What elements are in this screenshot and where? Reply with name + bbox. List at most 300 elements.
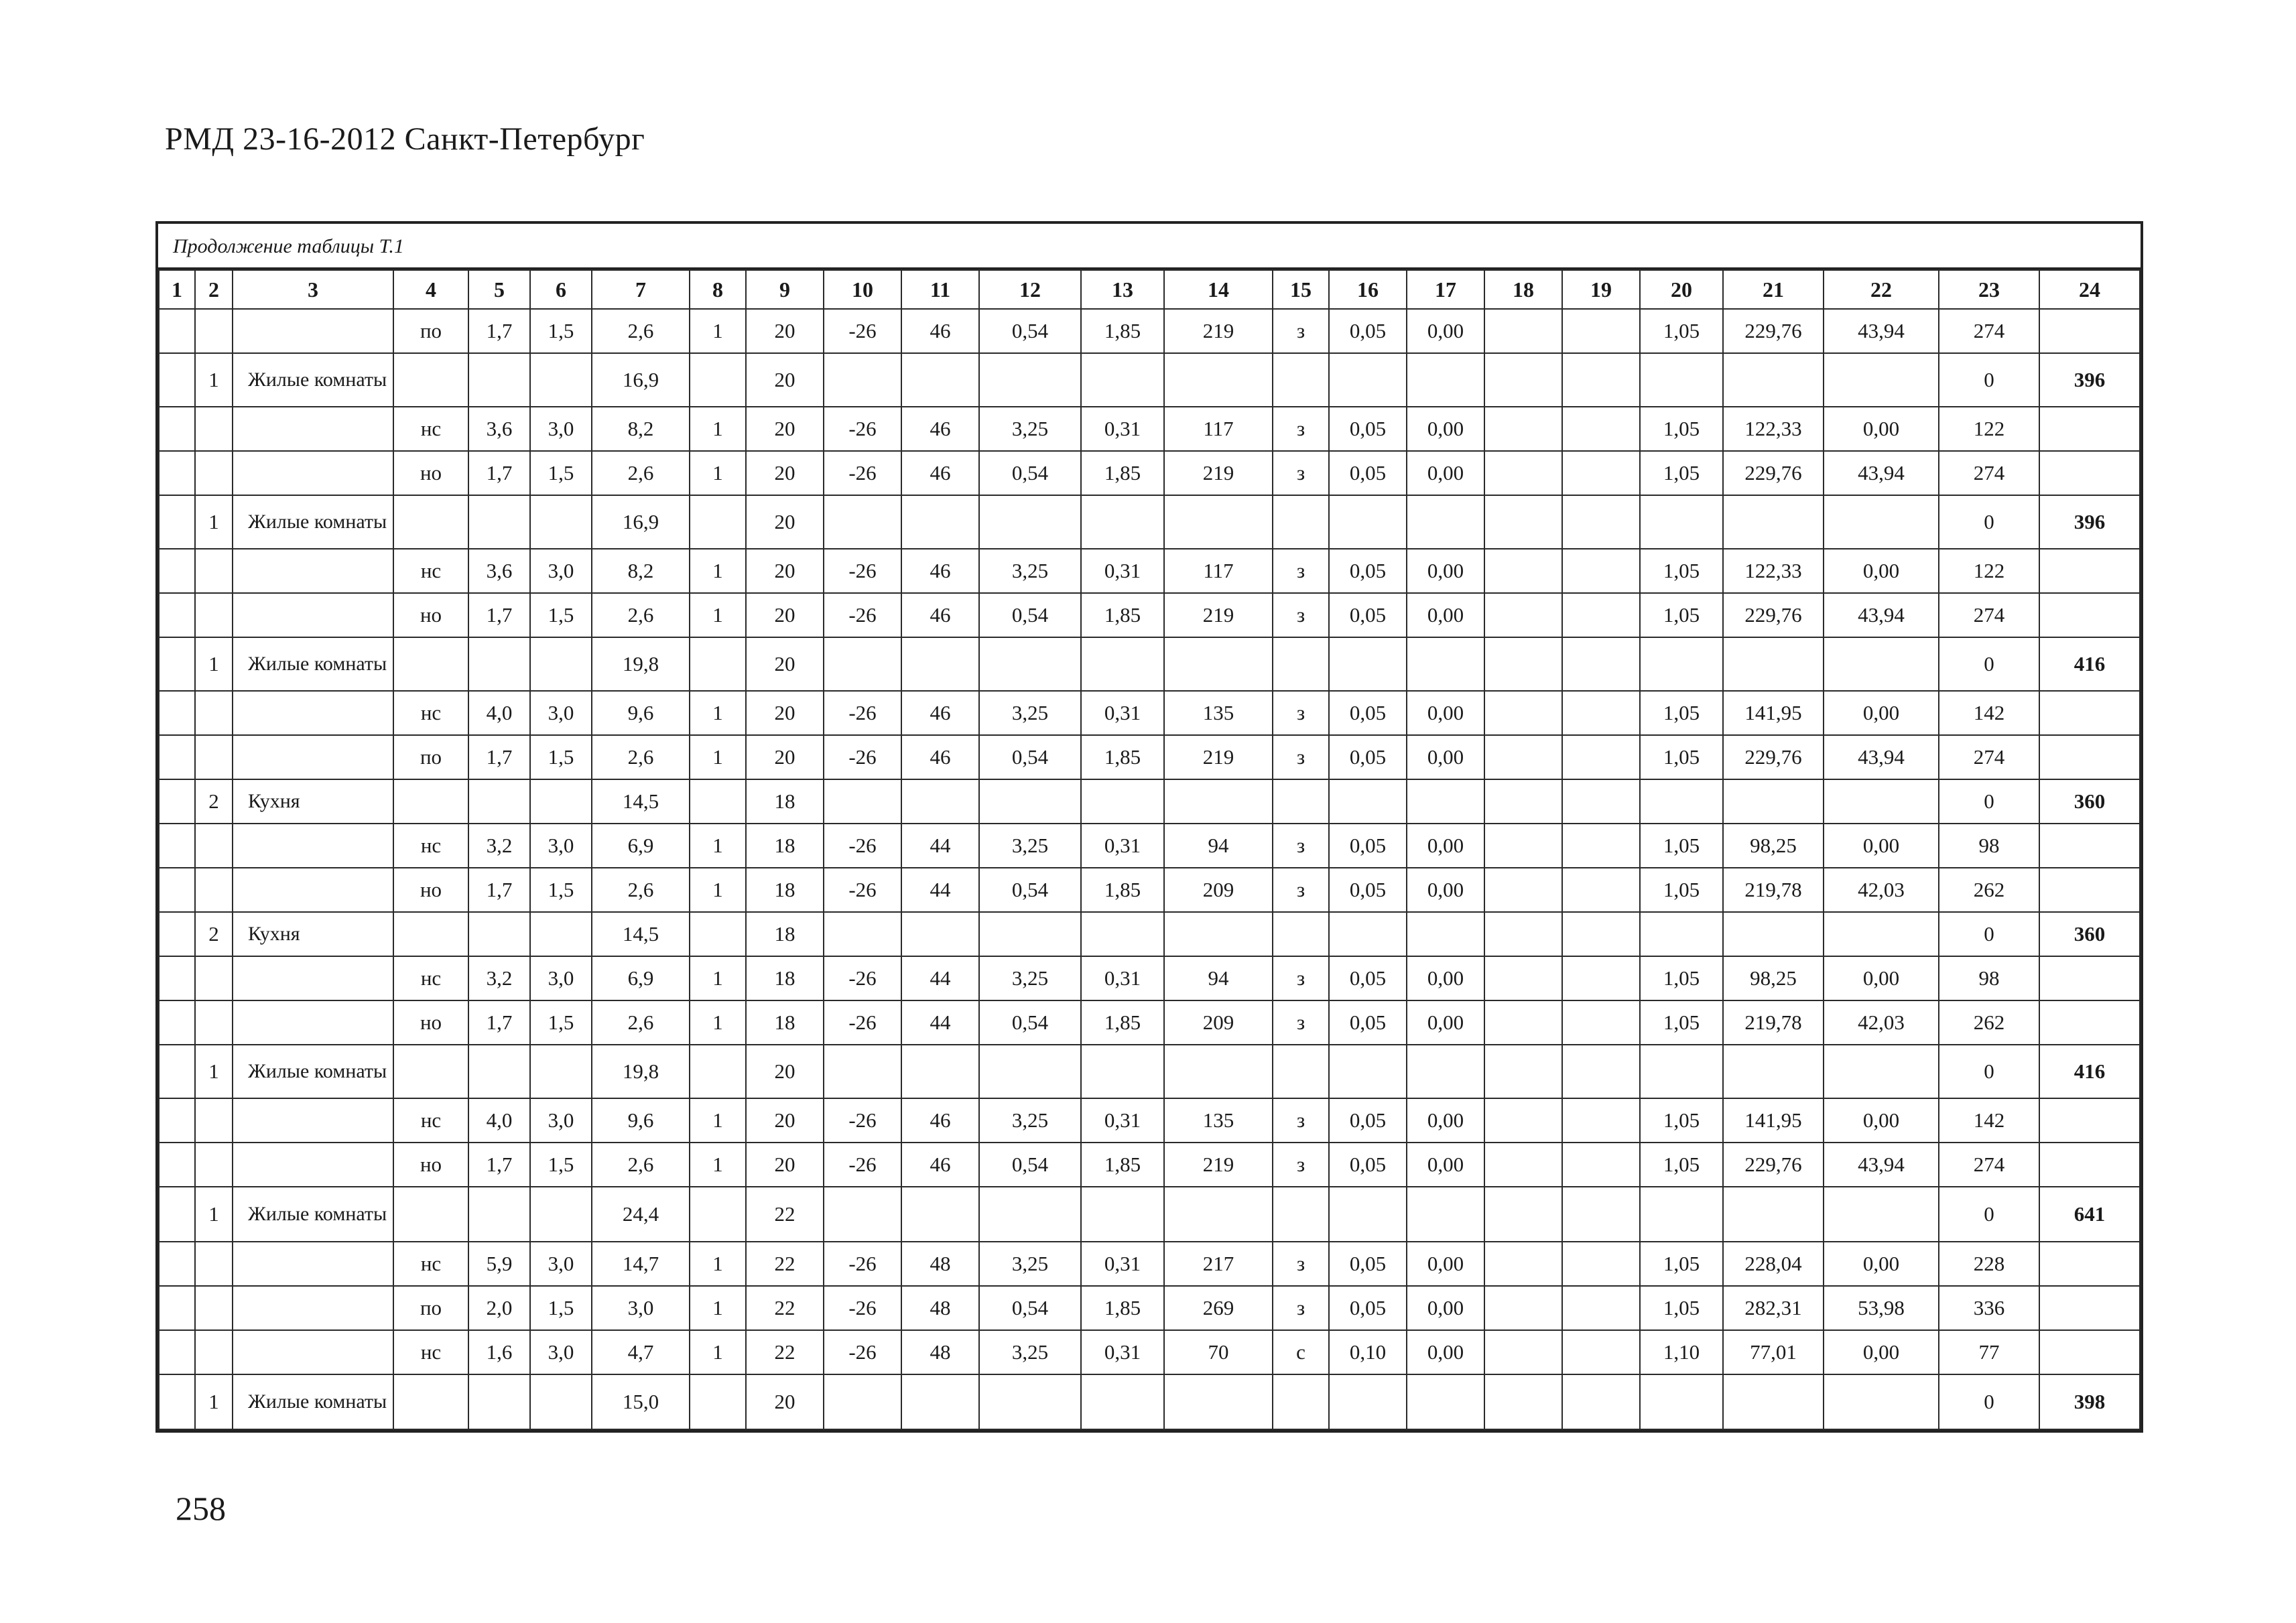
table-cell [824, 1187, 901, 1242]
table-cell [824, 637, 901, 691]
table-cell: 22 [746, 1286, 824, 1330]
table-cell: 0,00 [1407, 407, 1484, 451]
table-cell [2039, 1000, 2140, 1045]
table-cell: 0,00 [1407, 1242, 1484, 1286]
table-cell: 48 [901, 1330, 979, 1374]
column-header-row [159, 270, 2140, 309]
table-cell: 3,0 [530, 407, 592, 451]
table-cell: 20 [746, 1045, 824, 1098]
table-cell: 3,0 [530, 824, 592, 868]
table-cell: 219 [1164, 1143, 1273, 1187]
table-row [159, 637, 2140, 691]
table-cell: 0,05 [1329, 868, 1407, 912]
table-cell [1484, 1045, 1562, 1098]
table-cell: 70 [1164, 1330, 1273, 1374]
table-cell [690, 1045, 746, 1098]
table-cell: 0,05 [1329, 691, 1407, 735]
table-cell: 3,25 [979, 824, 1081, 868]
table-cell: 1,05 [1640, 1242, 1723, 1286]
table-cell [824, 1045, 901, 1098]
room-name-cell [233, 549, 393, 593]
table-cell: 46 [901, 549, 979, 593]
room-name-cell [233, 735, 393, 779]
table-cell [1407, 1187, 1484, 1242]
table-cell: 0,31 [1081, 956, 1164, 1000]
table-cell: 1,05 [1640, 1143, 1723, 1187]
table-cell: з [1273, 956, 1329, 1000]
table-cell [159, 1242, 195, 1286]
table-cell: 1 [690, 1000, 746, 1045]
column-header-18: 18 [1484, 270, 1562, 309]
table-cell: 1 [690, 868, 746, 912]
table-cell: з [1273, 1286, 1329, 1330]
table-cell: 141,95 [1723, 691, 1824, 735]
table-cell: 1,7 [468, 309, 530, 353]
table-cell: 0 [1939, 779, 2039, 824]
room-name-cell: Жилые комнаты [233, 1374, 393, 1429]
table-cell: 1,05 [1640, 451, 1723, 495]
table-cell: 1 [195, 1374, 233, 1429]
table-cell: 0 [1939, 353, 2039, 407]
table-cell [1562, 309, 1640, 353]
table-cell: 46 [901, 451, 979, 495]
table-cell: 5,9 [468, 1242, 530, 1286]
table-cell: -26 [824, 549, 901, 593]
table-cell: 122,33 [1723, 407, 1824, 451]
table-cell [1484, 1374, 1562, 1429]
table-cell [2039, 1098, 2140, 1143]
table-cell: 0 [1939, 912, 2039, 956]
table-cell: 77 [1939, 1330, 2039, 1374]
table-cell [1723, 353, 1824, 407]
table-cell [1164, 1187, 1273, 1242]
table-cell [1824, 1045, 1939, 1098]
table-cell: з [1273, 1143, 1329, 1187]
table-cell: з [1273, 1000, 1329, 1045]
table-cell: 2,6 [592, 309, 690, 353]
table-cell: 20 [746, 407, 824, 451]
table-cell: 98,25 [1723, 956, 1824, 1000]
table-cell [979, 495, 1081, 549]
table-cell [1562, 1000, 1640, 1045]
table-cell [1164, 637, 1273, 691]
table-row [159, 691, 2140, 735]
table-cell: 1,5 [530, 1000, 592, 1045]
table-cell [530, 912, 592, 956]
table-cell: 1 [690, 1286, 746, 1330]
table-cell: 1 [690, 956, 746, 1000]
table-cell: з [1273, 735, 1329, 779]
room-name-cell [233, 691, 393, 735]
table-cell: з [1273, 451, 1329, 495]
table-cell: 396 [2039, 495, 2140, 549]
table-cell: 1 [690, 451, 746, 495]
room-name-cell: Жилые комнаты [233, 637, 393, 691]
table-cell: 2,6 [592, 451, 690, 495]
table-cell: 1 [690, 1242, 746, 1286]
table-cell [1164, 495, 1273, 549]
table-cell [1640, 912, 1723, 956]
table-cell [1081, 1045, 1164, 1098]
table-cell: 0,00 [1407, 691, 1484, 735]
table-cell [1484, 1187, 1562, 1242]
table-cell [393, 779, 468, 824]
table-cell [979, 912, 1081, 956]
table-cell [1484, 549, 1562, 593]
column-header-23: 23 [1939, 270, 2039, 309]
table-cell: 14,5 [592, 779, 690, 824]
table-cell [1484, 407, 1562, 451]
table-cell [1484, 691, 1562, 735]
table-cell: 1 [195, 495, 233, 549]
room-name-cell [233, 868, 393, 912]
table-cell: з [1273, 309, 1329, 353]
table-cell [1273, 779, 1329, 824]
table-cell: 1,7 [468, 1000, 530, 1045]
room-name-cell [233, 1000, 393, 1045]
table-cell [1723, 1045, 1824, 1098]
table-cell: -26 [824, 1000, 901, 1045]
table-cell [1640, 495, 1723, 549]
table-cell: 0 [1939, 1374, 2039, 1429]
table-cell: 1,5 [530, 1286, 592, 1330]
table-cell: -26 [824, 1143, 901, 1187]
table-cell: 1,05 [1640, 1286, 1723, 1330]
table-cell [1484, 1330, 1562, 1374]
table-row [159, 353, 2140, 407]
table-cell: 219 [1164, 593, 1273, 637]
table-cell [690, 353, 746, 407]
table-cell [2039, 868, 2140, 912]
table-cell: 641 [2039, 1187, 2140, 1242]
column-header-14: 14 [1164, 270, 1273, 309]
table-cell: 3,0 [530, 1242, 592, 1286]
table-cell [1562, 407, 1640, 451]
table-cell [159, 1045, 195, 1098]
data-table [158, 269, 2141, 1430]
room-name-cell [233, 407, 393, 451]
table-cell: по [393, 735, 468, 779]
table-cell: з [1273, 407, 1329, 451]
table-cell: 42,03 [1824, 868, 1939, 912]
table-cell: 360 [2039, 779, 2140, 824]
table-cell [901, 353, 979, 407]
table-cell: 1,5 [530, 868, 592, 912]
table-cell: 44 [901, 868, 979, 912]
table-cell [1562, 1143, 1640, 1187]
room-name-cell: Жилые комнаты [233, 1187, 393, 1242]
table-cell: 0,00 [1824, 691, 1939, 735]
room-name-cell [233, 451, 393, 495]
table-cell: 4,0 [468, 1098, 530, 1143]
table-cell [1164, 779, 1273, 824]
table-cell: 18 [746, 824, 824, 868]
column-header-19: 19 [1562, 270, 1640, 309]
table-cell: нс [393, 549, 468, 593]
table-cell: 20 [746, 309, 824, 353]
table-cell: но [393, 868, 468, 912]
table-cell: 1,5 [530, 309, 592, 353]
table-cell [1824, 779, 1939, 824]
table-cell: 3,25 [979, 549, 1081, 593]
table-row [159, 779, 2140, 824]
table-cell: 3,0 [530, 549, 592, 593]
table-cell [1164, 912, 1273, 956]
table-cell: 229,76 [1723, 1143, 1824, 1187]
table-cell: 0,00 [1407, 593, 1484, 637]
table-cell: 8,2 [592, 549, 690, 593]
table-cell: 3,0 [530, 1098, 592, 1143]
table-cell [393, 353, 468, 407]
table-cell: 15,0 [592, 1374, 690, 1429]
table-row [159, 824, 2140, 868]
table-cell [979, 1045, 1081, 1098]
table-cell: 0,31 [1081, 549, 1164, 593]
table-cell [159, 407, 195, 451]
table-cell [824, 779, 901, 824]
table-cell: 1,05 [1640, 691, 1723, 735]
table-cell: 0,31 [1081, 407, 1164, 451]
table-cell [195, 1098, 233, 1143]
table-cell [1407, 353, 1484, 407]
table-cell: -26 [824, 1330, 901, 1374]
table-cell: 1 [690, 549, 746, 593]
table-cell [1824, 912, 1939, 956]
table-cell: 1 [690, 735, 746, 779]
table-cell [159, 1330, 195, 1374]
table-cell: 142 [1939, 691, 2039, 735]
table-cell [690, 495, 746, 549]
column-header-1: 1 [159, 270, 195, 309]
table-cell: 135 [1164, 1098, 1273, 1143]
room-name-cell [233, 593, 393, 637]
table-cell: 0,54 [979, 309, 1081, 353]
table-cell: 3,0 [592, 1286, 690, 1330]
table-cell [393, 637, 468, 691]
table-cell: 0,05 [1329, 1000, 1407, 1045]
column-header-17: 17 [1407, 270, 1484, 309]
table-cell: 1 [690, 593, 746, 637]
table-cell [2039, 824, 2140, 868]
table-cell [901, 1045, 979, 1098]
column-header-2: 2 [195, 270, 233, 309]
table-cell [1484, 593, 1562, 637]
room-name-cell: Жилые комнаты [233, 1045, 393, 1098]
table-cell [1329, 637, 1407, 691]
table-cell: 122,33 [1723, 549, 1824, 593]
table-cell: 1,05 [1640, 956, 1723, 1000]
table-cell [824, 495, 901, 549]
table-cell: 18 [746, 956, 824, 1000]
table-cell [393, 1045, 468, 1098]
table-cell: 0,54 [979, 1286, 1081, 1330]
table-cell: 1,85 [1081, 1000, 1164, 1045]
column-header-24: 24 [2039, 270, 2140, 309]
table-cell [1081, 637, 1164, 691]
table-cell: 0,54 [979, 735, 1081, 779]
table-cell: 1,7 [468, 868, 530, 912]
table-cell: 0,00 [1824, 824, 1939, 868]
table-cell: 3,25 [979, 691, 1081, 735]
table-cell [530, 1187, 592, 1242]
table-cell: 6,9 [592, 956, 690, 1000]
table-cell: 0,05 [1329, 956, 1407, 1000]
table-cell: 0 [1939, 495, 2039, 549]
table-cell: 0,05 [1329, 1143, 1407, 1187]
table-cell: 217 [1164, 1242, 1273, 1286]
table-cell: 282,31 [1723, 1286, 1824, 1330]
table-cell: 3,0 [530, 1330, 592, 1374]
table-cell: 44 [901, 1000, 979, 1045]
table-cell: 4,0 [468, 691, 530, 735]
table-cell: 19,8 [592, 1045, 690, 1098]
table-cell [159, 1286, 195, 1330]
table-cell [1407, 779, 1484, 824]
table-cell [901, 637, 979, 691]
table-cell [690, 1374, 746, 1429]
table-cell: 98 [1939, 956, 2039, 1000]
table-cell [159, 353, 195, 407]
table-cell: 1,7 [468, 593, 530, 637]
table-cell [195, 451, 233, 495]
table-cell: но [393, 1000, 468, 1045]
table-cell: -26 [824, 593, 901, 637]
table-cell [1329, 779, 1407, 824]
table-cell: -26 [824, 1286, 901, 1330]
table-cell: 0,31 [1081, 1330, 1164, 1374]
table-cell: -26 [824, 451, 901, 495]
table-cell [1484, 1242, 1562, 1286]
table-cell: 20 [746, 495, 824, 549]
room-name-cell: Кухня [233, 779, 393, 824]
table-cell: 0,10 [1329, 1330, 1407, 1374]
column-header-9: 9 [746, 270, 824, 309]
table-cell [195, 824, 233, 868]
table-cell [1640, 1374, 1723, 1429]
table-cell: нс [393, 407, 468, 451]
table-cell: 416 [2039, 637, 2140, 691]
table-cell: 24,4 [592, 1187, 690, 1242]
table-cell [1081, 779, 1164, 824]
table-cell: 3,25 [979, 407, 1081, 451]
column-header-21: 21 [1723, 270, 1824, 309]
table-cell: 18 [746, 912, 824, 956]
table-cell: -26 [824, 691, 901, 735]
table-row [159, 1045, 2140, 1098]
table-cell [824, 353, 901, 407]
table-cell: 0,00 [1407, 824, 1484, 868]
table-cell: 219 [1164, 309, 1273, 353]
table-cell: 20 [746, 735, 824, 779]
table-cell: 6,9 [592, 824, 690, 868]
table-cell: 20 [746, 451, 824, 495]
table-cell [1484, 824, 1562, 868]
table-cell: 0,00 [1824, 1330, 1939, 1374]
table-cell [1484, 956, 1562, 1000]
table-cell: 1,05 [1640, 309, 1723, 353]
table-cell [1723, 1187, 1824, 1242]
table-cell: з [1273, 593, 1329, 637]
table-cell: 398 [2039, 1374, 2140, 1429]
table-cell: 0,31 [1081, 824, 1164, 868]
table-cell: 3,25 [979, 1098, 1081, 1143]
table-cell [2039, 593, 2140, 637]
room-name-cell [233, 1330, 393, 1374]
table-cell: 336 [1939, 1286, 2039, 1330]
table-cell: 3,0 [530, 691, 592, 735]
table-cell [1407, 495, 1484, 549]
table-cell: 0,00 [1824, 407, 1939, 451]
table-cell [1562, 691, 1640, 735]
table-cell [1562, 779, 1640, 824]
table-cell [1562, 1330, 1640, 1374]
table-cell: 0,05 [1329, 1242, 1407, 1286]
table-cell [195, 1143, 233, 1187]
table-cell [1329, 495, 1407, 549]
table-cell: 3,6 [468, 407, 530, 451]
table-cell [901, 1187, 979, 1242]
table-cell [1273, 353, 1329, 407]
table-cell [1484, 912, 1562, 956]
table-cell: 1 [690, 1098, 746, 1143]
table-cell: 219 [1164, 451, 1273, 495]
table-row [159, 549, 2140, 593]
table-cell [1723, 1374, 1824, 1429]
table-cell: 0,05 [1329, 451, 1407, 495]
table-cell: 0,00 [1407, 1330, 1484, 1374]
table-cell: 219,78 [1723, 868, 1824, 912]
table-cell: з [1273, 691, 1329, 735]
table-cell [1640, 637, 1723, 691]
table-cell [159, 735, 195, 779]
room-name-cell: Жилые комнаты [233, 353, 393, 407]
table-cell [2039, 735, 2140, 779]
table-cell [1562, 593, 1640, 637]
table-cell: 0,31 [1081, 691, 1164, 735]
table-cell: 0,00 [1407, 1143, 1484, 1187]
table-cell: 229,76 [1723, 451, 1824, 495]
table-cell [159, 451, 195, 495]
table-cell: 42,03 [1824, 1000, 1939, 1045]
table-cell [1562, 353, 1640, 407]
table-row [159, 1286, 2140, 1330]
table-cell: 16,9 [592, 353, 690, 407]
table-cell: 396 [2039, 353, 2140, 407]
table-cell [1484, 353, 1562, 407]
table-cell: 0,05 [1329, 824, 1407, 868]
room-name-cell [233, 956, 393, 1000]
table-cell: 46 [901, 1098, 979, 1143]
table-cell [159, 779, 195, 824]
table-cell: 48 [901, 1242, 979, 1286]
table-cell [1164, 1045, 1273, 1098]
table-cell: 1,05 [1640, 549, 1723, 593]
table-cell: 22 [746, 1187, 824, 1242]
table-cell: 0,54 [979, 868, 1081, 912]
table-cell [1562, 1098, 1640, 1143]
table-cell [159, 495, 195, 549]
column-header-13: 13 [1081, 270, 1164, 309]
table-cell [690, 637, 746, 691]
table-cell: 43,94 [1824, 451, 1939, 495]
table-cell: 1,05 [1640, 824, 1723, 868]
table-cell: 274 [1939, 593, 2039, 637]
table-cell [1484, 451, 1562, 495]
table-cell: -26 [824, 868, 901, 912]
table-cell [1164, 353, 1273, 407]
room-name-cell [233, 1143, 393, 1187]
table-row [159, 1187, 2140, 1242]
